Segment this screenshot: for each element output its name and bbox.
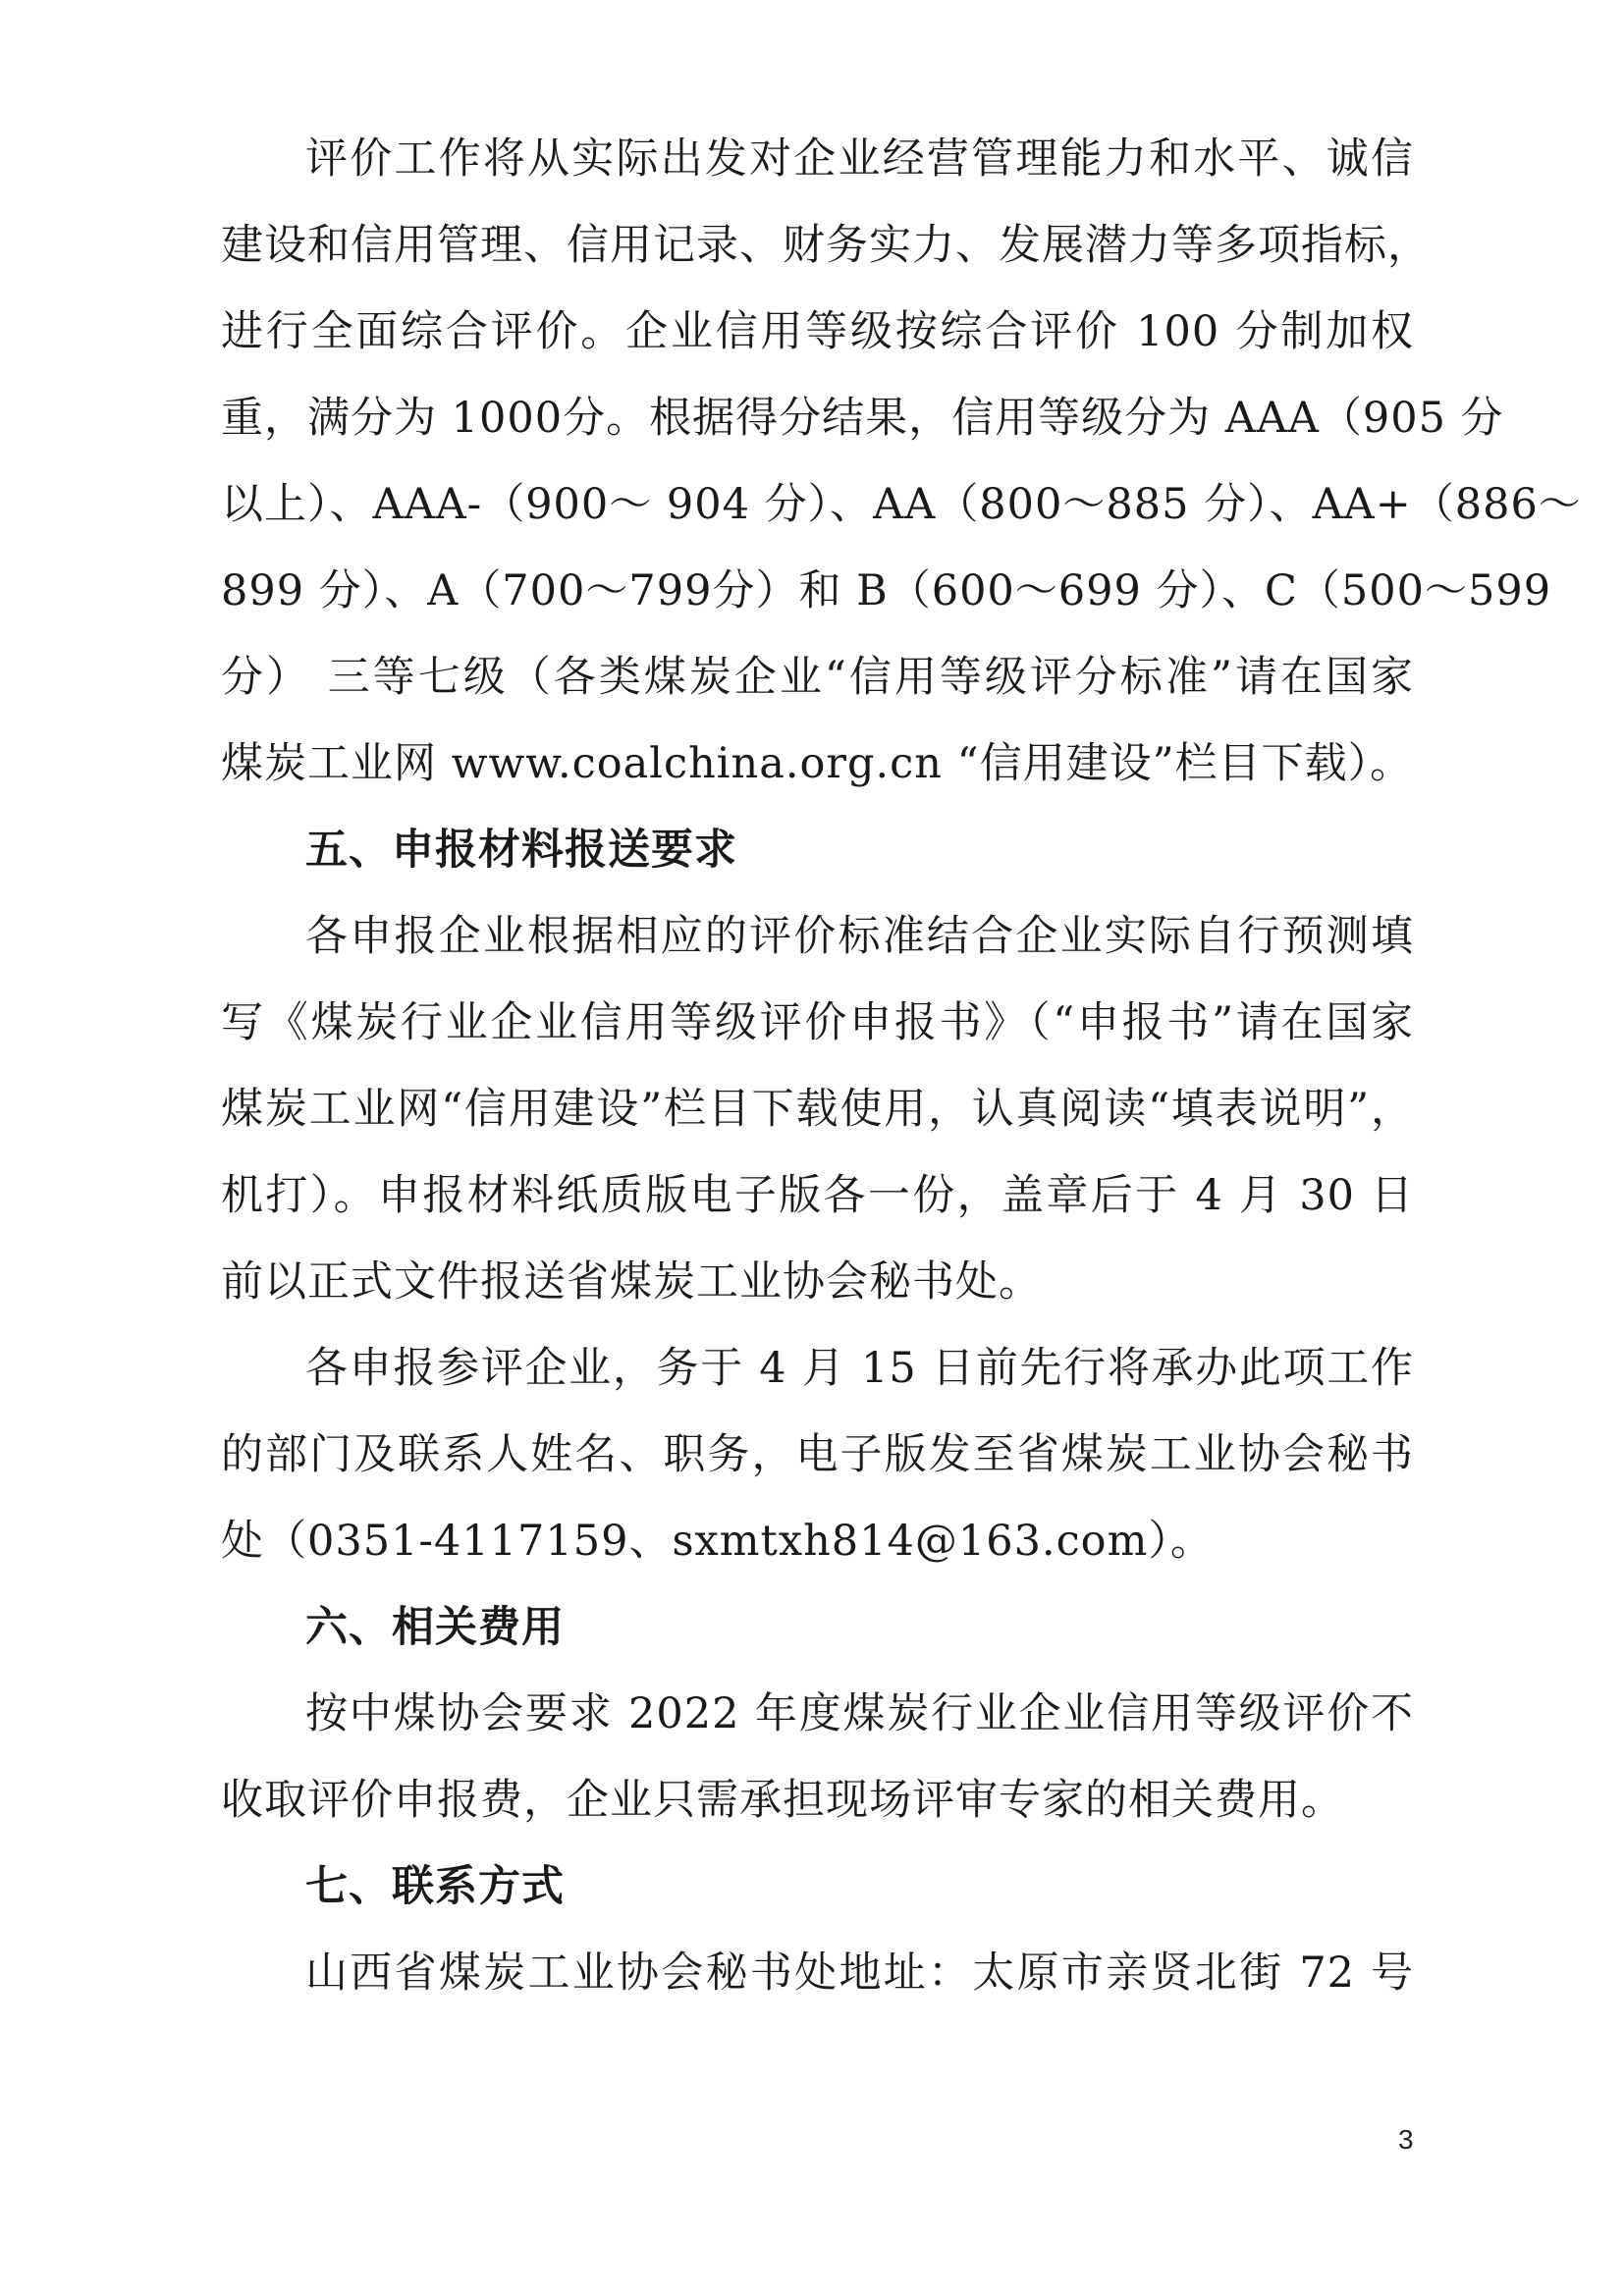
contact-paragraph-line-2: 的部门及联系人姓名、职务，电子版发至省煤炭工业协会秘书 bbox=[221, 1430, 1414, 1479]
fees-paragraph-line-1: 按中煤协会要求 2022 年度煤炭行业企业信用等级评价不 bbox=[305, 1689, 1414, 1738]
fees-paragraph-line-2: 收取评价申报费，企业只需承担现场评审专家的相关费用。 bbox=[221, 1776, 1344, 1825]
evaluation-paragraph-line-3: 进行全面综合评价。企业信用等级按综合评价 100 分制加权 bbox=[221, 307, 1414, 356]
submission-paragraph-line-1: 各申报企业根据相应的评价标准结合企业实际自行预测填 bbox=[305, 912, 1414, 961]
evaluation-paragraph-line-5: 以上）、AAA-（900～ 904 分）、AA（800～885 分）、AA+（886～ bbox=[221, 480, 1582, 529]
submission-paragraph-line-3: 煤炭工业网“信用建设”栏目下载使用，认真阅读“填表说明”， bbox=[221, 1085, 1414, 1134]
page-number: 3 bbox=[1398, 2124, 1414, 2155]
section-7-heading: 七、联系方式 bbox=[305, 1862, 565, 1911]
contact-paragraph-line-3: 处（0351-4117159、sxmtxh814@163.com）。 bbox=[221, 1517, 1214, 1566]
evaluation-paragraph-line-6: 899 分）、A（700～799分）和 B（600～699 分）、C（500～599 bbox=[221, 566, 1552, 615]
evaluation-paragraph-line-1: 评价工作将从实际出发对企业经营管理能力和水平、诚信 bbox=[305, 134, 1414, 184]
evaluation-paragraph-line-4: 重，满分为 1000分。根据得分结果，信用等级分为 AAA（905 分 bbox=[221, 394, 1504, 443]
submission-paragraph-line-5: 前以正式文件报送省煤炭工业协会秘书处。 bbox=[221, 1257, 1042, 1307]
section-6-heading: 六、相关费用 bbox=[305, 1603, 565, 1652]
section-5-heading: 五、申报材料报送要求 bbox=[305, 826, 737, 875]
evaluation-paragraph-line-8: 煤炭工业网 www.coalchina.org.cn “信用建设”栏目下载）。 bbox=[221, 739, 1414, 788]
address-paragraph-line-1: 山西省煤炭工业协会秘书处地址：太原市亲贤北街 72 号 bbox=[305, 1949, 1414, 1998]
submission-paragraph-line-4: 机打）。申报材料纸质版电子版各一份，盖章后于 4 月 30 日 bbox=[221, 1171, 1414, 1220]
evaluation-paragraph-line-2: 建设和信用管理、信用记录、财务实力、发展潜力等多项指标， bbox=[221, 221, 1431, 270]
evaluation-paragraph-line-7: 分） 三等七级（各类煤炭企业“信用等级评分标准”请在国家 bbox=[221, 653, 1414, 702]
contact-paragraph-line-1: 各申报参评企业，务于 4 月 15 日前先行将承办此项工作 bbox=[305, 1344, 1414, 1393]
submission-paragraph-line-2: 写《煤炭行业企业信用等级评价申报书》（“申报书”请在国家 bbox=[221, 998, 1414, 1047]
